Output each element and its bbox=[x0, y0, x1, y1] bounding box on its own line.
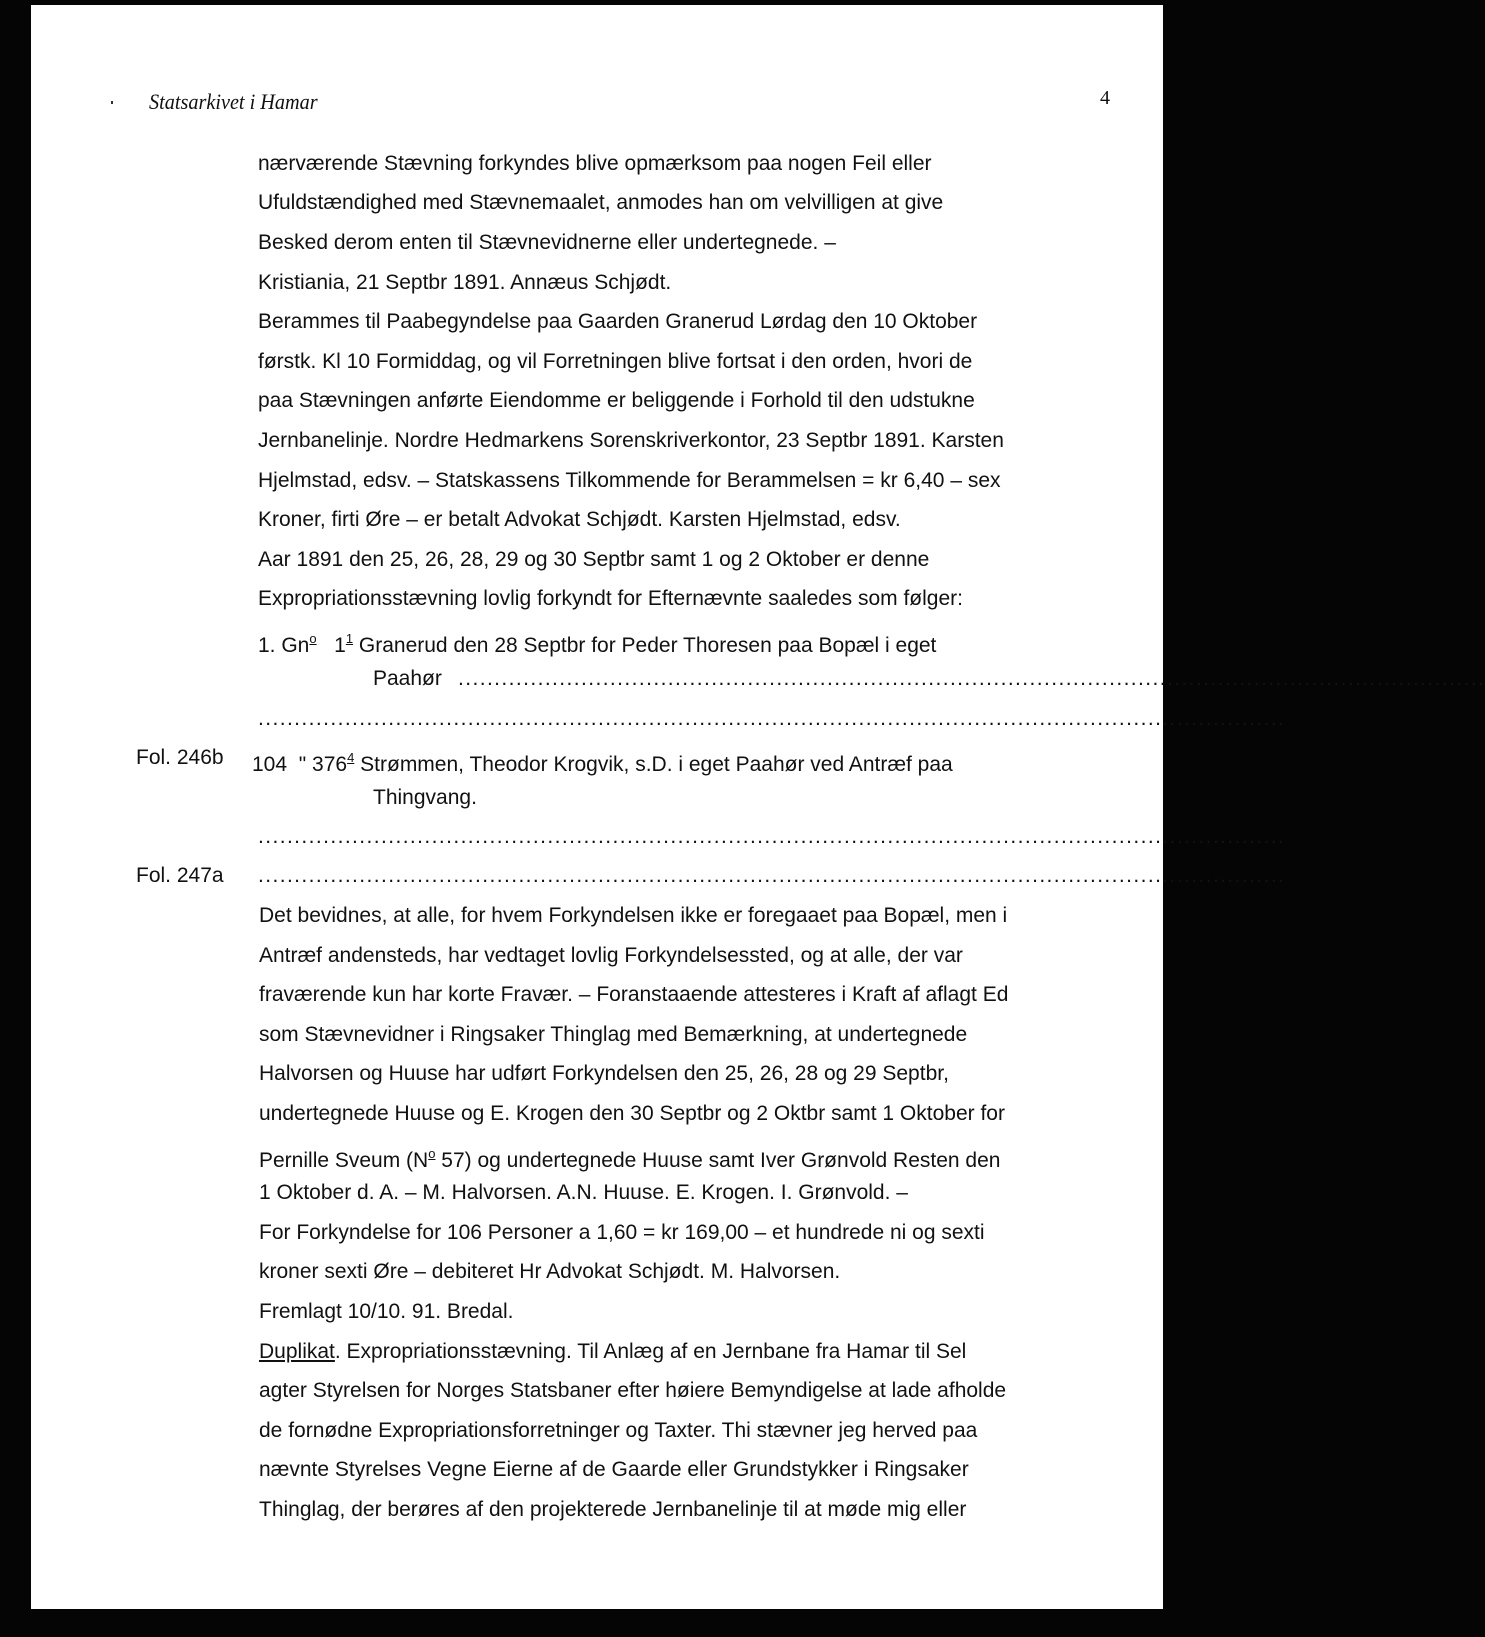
text-line: Fremlagt 10/10. 91. Bredal. bbox=[259, 1300, 514, 1323]
text-line: som Stævnevidner i Ringsaker Thinglag med Bemærkning, at undertegnede bbox=[259, 1023, 968, 1046]
text-line: nærværende Stævning forkyndes blive opmærksom paa nogen Feil eller bbox=[258, 152, 932, 175]
entry-gnr-sup: 1 bbox=[345, 631, 354, 646]
text-line: 1 Oktober d. A. – M. Halvorsen. A.N. Huuse. E. Krogen. I. Grønvold. – bbox=[259, 1181, 908, 1204]
text-line: Thinglag, der berøres af den projekterede Jernbanelinje til at møde mig eller bbox=[259, 1498, 967, 1521]
duplikat-label: Duplikat bbox=[259, 1340, 335, 1363]
number-sup: o bbox=[428, 1146, 436, 1161]
entry-line-1 bbox=[258, 626, 936, 659]
page-number: 4 bbox=[1100, 87, 1110, 109]
text-line: Kroner, firti Øre – er betalt Advokat Schjødt. Karsten Hjelmstad, edsv. bbox=[258, 508, 901, 531]
text-line: Expropriationsstævning lovlig forkyndt for Efternævnte saaledes som følger: bbox=[258, 587, 963, 610]
entry-line-2 bbox=[252, 745, 953, 778]
text-line: Halvorsen og Huuse har udført Forkyndelsen den 25, 26, 28 og 29 Septbr, bbox=[259, 1062, 949, 1085]
ditto-mark: " bbox=[298, 753, 307, 776]
text-line bbox=[259, 1141, 1000, 1174]
text-line: Jernbanelinje. Nordre Hedmarkens Sorenskriverkontor, 23 Septbr 1891. Karsten bbox=[258, 429, 1004, 452]
text-line: paa Stævningen anførte Eiendomme er beliggende i Forhold til den udstukne bbox=[258, 389, 975, 412]
dotted-line: .............................................................................................................................................. bbox=[258, 864, 1286, 887]
text-line: Aar 1891 den 25, 26, 28, 29 og 30 Septbr samt 1 og 2 Oktober er denne bbox=[258, 548, 930, 571]
scan-mark bbox=[111, 101, 113, 104]
entry-text: Granerud den 28 Septbr for Peder Thoresen paa Bopæl i eget bbox=[358, 634, 937, 657]
entry-gnr: 1 bbox=[334, 634, 346, 657]
dotted-leader: .............................................................................................................................................. bbox=[458, 667, 1485, 690]
entry-text: Strømmen, Theodor Krogvik, s.D. i eget Paahør ved Antræf paa bbox=[360, 753, 953, 776]
entry-gnr-sup: 4 bbox=[347, 750, 355, 765]
text-segment: Pernille Sveum (N bbox=[259, 1149, 429, 1172]
text-segment: 57) og undertegnede Huuse samt Iver Grønvold Resten den bbox=[435, 1149, 1001, 1172]
text-line: Kristiania, 21 Septbr 1891. Annæus Schjødt. bbox=[258, 271, 672, 294]
text-line: førstk. Kl 10 Formiddag, og vil Forretningen blive fortsat i den orden, hvori de bbox=[258, 350, 973, 373]
text-line: de fornødne Expropriationsforretninger og Taxter. Thi stævner jeg herved paa bbox=[259, 1419, 978, 1442]
text-line: agter Styrelsen for Norges Statsbaner efter høiere Bemyndigelse at lade afholde bbox=[259, 1379, 1007, 1402]
archive-header: Statsarkivet i Hamar bbox=[149, 89, 318, 114]
text-line: Hjelmstad, edsv. – Statskassens Tilkommende for Berammelsen = kr 6,40 – sex bbox=[258, 469, 1001, 492]
text-line: Berammes til Paabegyndelse paa Gaarden Granerud Lørdag den 10 Oktober bbox=[258, 310, 978, 333]
entry-number: 1. Gn bbox=[258, 634, 310, 657]
text-line: Besked derom enten til Stævnevidnerne eller undertegnede. – bbox=[258, 231, 836, 254]
entry-cont: Thingvang. bbox=[373, 786, 477, 809]
folio-label: Fol. 247a bbox=[136, 864, 224, 887]
text-line: undertegnede Huuse og E. Krogen den 30 Septbr og 2 Oktbr samt 1 Oktober for bbox=[259, 1102, 1005, 1125]
dotted-line: .............................................................................................................................................. bbox=[258, 707, 1286, 730]
text-line: Det bevidnes, at alle, for hvem Forkyndelsen ikke er foregaaet paa Bopæl, men i bbox=[259, 904, 1008, 927]
text-line: nævnte Styrelses Vegne Eierne af de Gaarde eller Grundstykker i Ringsaker bbox=[259, 1458, 969, 1481]
text-segment: . Expropriationsstævning. Til Anlæg af en Jernbane fra Hamar til Sel bbox=[334, 1340, 967, 1363]
text-line: For Forkyndelse for 106 Personer a 1,60 = kr 169,00 – et hundrede ni og sexti bbox=[259, 1221, 985, 1244]
entry-cont: Paahør bbox=[373, 667, 442, 690]
entry-number: 104 bbox=[252, 753, 288, 776]
text-line: kroner sexti Øre – debiteret Hr Advokat Schjødt. M. Halvorsen. bbox=[259, 1260, 841, 1283]
text-line: fraværende kun har korte Fravær. – Foranstaaende attesteres i Kraft af aflagt Ed bbox=[259, 983, 1009, 1006]
folio-label: Fol. 246b bbox=[136, 746, 224, 769]
entry-number-sup: o bbox=[309, 631, 317, 646]
dotted-line: .............................................................................................................................................. bbox=[258, 825, 1286, 848]
text-line bbox=[259, 1339, 966, 1365]
text-line: Antræf andensteds, har vedtaget lovlig Forkyndelsessted, og at alle, der var bbox=[259, 944, 963, 967]
entry-gnr: 376 bbox=[312, 753, 348, 776]
text-line: Ufuldstændighed med Stævnemaalet, anmodes han om velvilligen at give bbox=[258, 191, 944, 214]
